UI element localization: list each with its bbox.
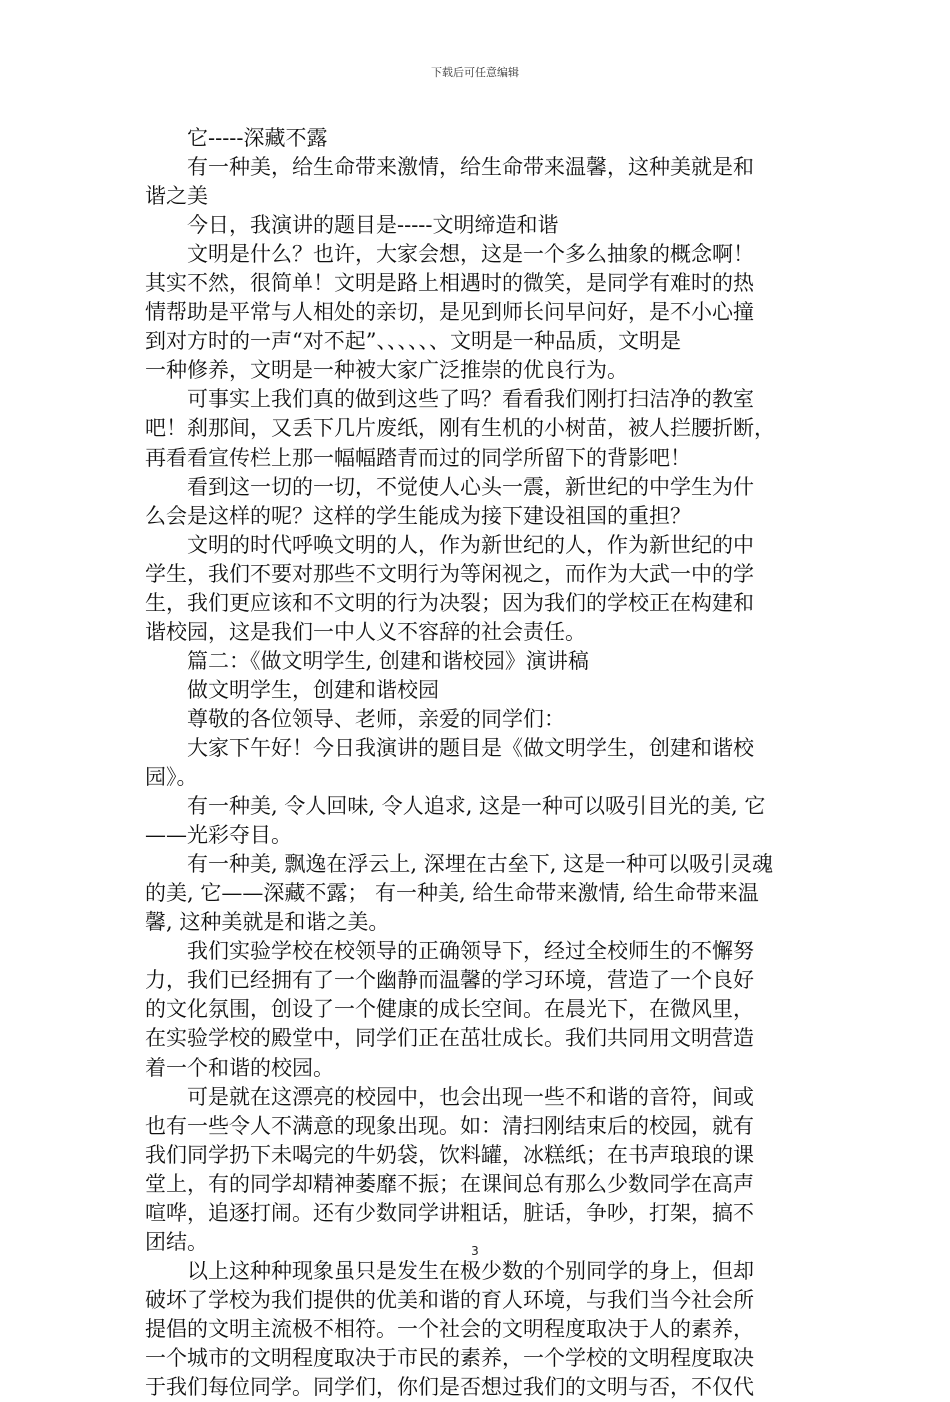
header-note: 下载后可任意编辑 [431,66,519,79]
text-line: 喧哗，追逐打闹。还有少数同学讲粗话，脏话，争吵，打架，搞不 [145,1200,754,1225]
text-line: 再看看宣传栏上那一幅幅踏青而过的同学所留下的背影吧！ [145,445,691,470]
text-line: 一种修养，文明是一种被大家广泛推崇的优良行为。 [145,358,628,383]
text-line: 今日，我演讲的题目是-----文明缔造和谐 [187,213,559,238]
text-line: 尊敬的各位领导、老师，亲爱的同学们： [187,706,565,731]
text-line: 情帮助是平常与人相处的亲切，是见到师长问早问好，是不小心撞 [145,300,754,325]
text-line: 文明是什么？也许，大家会想，这是一个多么抽象的概念啊！ [187,242,754,267]
text-line: 谐校园，这是我们一中人义不容辞的社会责任。 [145,619,586,644]
text-line: 破坏了学校为我们提供的优美和谐的育人环境，与我们当今社会所 [145,1287,754,1312]
text-line: 做文明学生，创建和谐校园 [187,677,439,702]
text-line: 以上这种种现象虽只是发生在极少数的个别同学的身上，但却 [187,1258,754,1283]
text-line: 也有一些令人不满意的现象出现。如：清扫刚结束后的校园，就有 [145,1113,754,1138]
text-line: 大家下午好！今日我演讲的题目是《做文明学生，创建和谐校 [187,735,754,760]
text-line: 的美, 它——深藏不露； 有一种美, 给生命带来激情, 给生命带来温 [145,881,759,906]
text-line: 有一种美, 飘逸在浮云上, 深埋在古垒下, 这是一种可以吸引灵魂 [187,852,774,877]
text-line: 馨, 这种美就是和谐之美。 [145,910,390,935]
text-line: 可事实上我们真的做到这些了吗？看看我们刚打扫洁净的教室 [187,387,754,412]
text-line: 有一种美, 令人回味, 令人追求, 这是一种可以吸引目光的美, 它 [187,794,766,819]
text-line: ——光彩夺目。 [145,823,292,848]
text-line: 我们实验学校在校领导的正确领导下，经过全校师生的不懈努 [187,939,754,964]
text-line: 到对方时的一声“对不起”、、、、、、文明是一种品质，文明是 [145,329,681,354]
page-number: 3 [471,1244,479,1258]
text-line: 堂上，有的同学却精神萎靡不振；在课间总有那么少数同学在高声 [145,1171,754,1196]
text-line: 可是就在这漂亮的校园中，也会出现一些不和谐的音符，间或 [187,1084,754,1109]
text-line: 一个城市的文明程度取决于市民的素养，一个学校的文明程度取决 [145,1345,754,1370]
text-line: 谐之美 [145,184,208,209]
text-line: 生，我们更应该和不文明的行为决裂；因为我们的学校正在构建和 [145,590,754,615]
text-line: 园》。 [145,765,198,790]
text-line: 吧！刹那间，又丢下几片废纸，刚有生机的小树苗，被人拦腰折断， [145,416,775,441]
text-line: 其实不然，很简单！文明是路上相遇时的微笑，是同学有难时的热 [145,271,754,296]
text-line: 团结。 [145,1229,208,1254]
text-line: 篇二：《做文明学生, 创建和谐校园》演讲稿 [187,648,589,673]
text-line: 学生，我们不要对那些不文明行为等闲视之，而作为大武一中的学 [145,561,754,586]
document-body [145,124,801,1402]
text-line: 的文化氛围，创设了一个健康的成长空间。在晨光下，在微风里， [145,997,754,1022]
text-line: 有一种美，给生命带来激情，给生命带来温馨，这种美就是和 [187,155,754,180]
text-line: 在实验学校的殿堂中，同学们正在茁壮成长。我们共同用文明营造 [145,1026,754,1051]
text-line: 它-----深藏不露 [187,126,328,150]
text-line: 提倡的文明主流极不相符。一个社会的文明程度取决于人的素养， [145,1316,754,1341]
text-line: 么会是这样的呢？这样的学生能成为接下建设祖国的重担？ [145,503,691,528]
text-line: 我们同学扔下未喝完的牛奶袋，饮料罐，冰糕纸；在书声琅琅的课 [145,1142,754,1167]
text-line: 力，我们已经拥有了一个幽静而温馨的学习环境，营造了一个良好 [145,968,754,993]
text-line: 着一个和谐的校园。 [145,1055,334,1080]
text-line: 看到这一切的一切，不觉使人心头一震，新世纪的中学生为什 [187,474,754,499]
text-line: 文明的时代呼唤文明的人，作为新世纪的人，作为新世纪的中 [187,532,754,557]
text-line: 于我们每位同学。同学们，你们是否想过我们的文明与否，不仅代 [145,1375,754,1400]
